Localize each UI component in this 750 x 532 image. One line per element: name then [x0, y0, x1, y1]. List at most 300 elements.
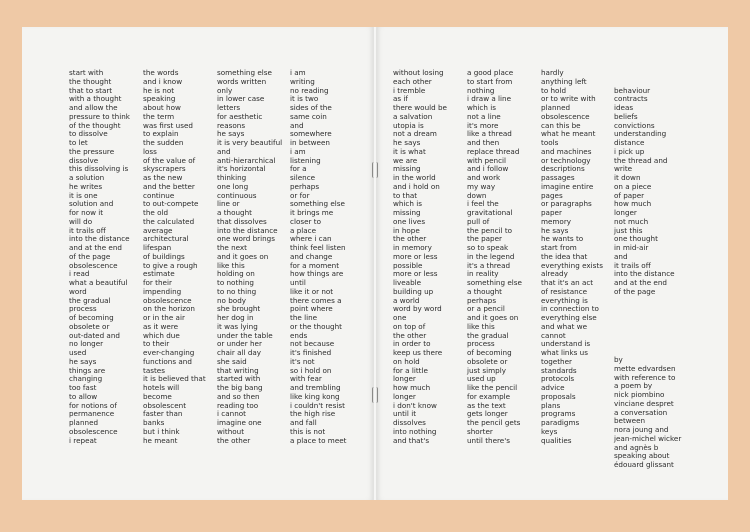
text-line: as the text — [467, 400, 506, 410]
text-line: somewhere — [290, 129, 332, 139]
text-line: or a pencil — [467, 304, 505, 314]
text-line: paradigms — [541, 418, 580, 427]
text-line: no longer — [69, 339, 104, 349]
text-line: more or less — [393, 251, 438, 261]
text-line: i tremble — [393, 85, 426, 95]
text-line: banks — [143, 418, 165, 427]
text-line: longer — [393, 391, 416, 401]
text-line: letters — [217, 103, 241, 112]
text-line: and i know — [143, 76, 183, 86]
text-column-6 — [467, 69, 522, 445]
text-line: it's a thread — [467, 260, 511, 270]
text-line: on top of — [393, 321, 426, 331]
text-line: convictions — [614, 120, 655, 130]
text-line: to their — [143, 339, 170, 349]
text-line: into the distance — [614, 269, 675, 279]
text-line: obsolete or — [69, 321, 110, 331]
text-line: on the horizon — [143, 304, 195, 314]
text-line: and at the end — [614, 278, 667, 287]
text-line: it is believed that — [143, 374, 206, 384]
text-line: one word brings — [217, 234, 275, 244]
text-line: was first used — [143, 120, 193, 130]
text-column-3 — [217, 69, 282, 445]
text-line: pages — [541, 190, 563, 200]
text-line: think feel listen — [290, 243, 346, 252]
text-line: so to speak — [467, 243, 509, 252]
text-line: there would be — [393, 103, 447, 112]
text-line: in memory — [393, 243, 432, 252]
text-line: programs — [541, 409, 576, 419]
text-line: what a beautiful — [69, 278, 128, 287]
text-line: used up — [467, 374, 496, 384]
text-line: no body — [217, 295, 247, 305]
staple-bottom — [372, 387, 378, 403]
text-line: i draw a line — [467, 94, 512, 104]
text-line: i couldn't resist — [290, 400, 345, 410]
text-line: so i hold on — [290, 365, 332, 375]
text-line: a place to meet — [290, 435, 347, 445]
text-line: and that's — [393, 435, 430, 445]
text-line: i read — [69, 269, 90, 279]
text-line: and work — [467, 173, 501, 182]
text-line: average — [143, 225, 173, 235]
text-line: for now it — [69, 208, 104, 217]
text-line: until — [290, 278, 306, 287]
text-line: in lower case — [217, 94, 265, 104]
text-line: to hold — [541, 85, 567, 95]
text-line: that to start — [69, 85, 113, 95]
text-line: until there's — [467, 435, 510, 445]
text-line: what he meant — [541, 129, 596, 139]
text-line: with fear — [290, 374, 322, 384]
text-line: of the page — [614, 286, 656, 296]
text-line: can this be — [541, 120, 581, 130]
text-line: passages — [541, 173, 575, 182]
text-line: word by word — [393, 304, 442, 314]
text-line: and so then — [217, 391, 260, 401]
text-line: like this — [217, 260, 245, 270]
text-line: permanence — [69, 409, 115, 419]
text-line: it is what — [393, 146, 426, 156]
text-line: or under her — [217, 339, 262, 349]
credit-line: with reference to — [614, 372, 676, 382]
text-line: obsolescence — [541, 111, 590, 121]
text-line: it's horizontal — [217, 164, 266, 174]
text-line: nothing — [467, 85, 495, 95]
text-line: silence — [290, 173, 316, 182]
text-line: writing — [290, 76, 315, 86]
text-line: descriptions — [541, 164, 585, 174]
text-line: distance — [614, 138, 645, 147]
text-line: it trails off — [69, 225, 106, 235]
text-line: but i think — [143, 426, 180, 436]
text-line: to give a rough — [143, 260, 198, 270]
text-line: keys — [541, 426, 558, 436]
text-line: tools — [541, 138, 559, 147]
text-line: and allow the — [69, 103, 118, 112]
text-line: which is — [467, 103, 496, 112]
text-line: a place — [290, 225, 317, 235]
text-line: and it goes on — [217, 251, 269, 261]
text-line: with a thought — [69, 94, 122, 104]
text-line: just this — [614, 225, 643, 235]
text-line: closer to — [290, 216, 321, 226]
credit-line: nick piombino — [614, 390, 665, 399]
text-line: gravitational — [467, 208, 513, 217]
text-line: to out-compete — [143, 199, 199, 209]
text-line: each other — [393, 76, 432, 86]
text-line: proposals — [541, 391, 576, 401]
text-line: like the pencil — [467, 383, 518, 392]
staple-top — [372, 162, 378, 178]
text-line: paper — [541, 208, 562, 217]
text-line: her dog in — [217, 313, 254, 322]
text-line: obsolescence — [69, 260, 118, 270]
text-line: anti-hierarchical — [217, 155, 276, 165]
text-line: thinking — [217, 173, 247, 182]
text-line: he says — [393, 138, 421, 147]
text-line: not a dream — [393, 129, 437, 139]
text-line: not much — [614, 216, 649, 226]
text-line: it is one — [69, 190, 98, 200]
text-line: lifespan — [143, 243, 172, 252]
text-line: write — [614, 164, 633, 174]
text-line: the next — [217, 243, 248, 252]
text-line: down — [467, 190, 487, 200]
text-line: or for — [290, 190, 310, 200]
text-line: changing — [69, 374, 103, 384]
text-line: shorter — [467, 426, 493, 436]
text-column-4 — [290, 69, 346, 445]
text-line: where i can — [290, 234, 332, 244]
booklet-spread — [22, 27, 728, 500]
text-line: qualities — [541, 435, 572, 445]
text-line: continue — [143, 190, 175, 200]
text-line: pressure to think — [69, 111, 130, 121]
text-line: this dissolving is — [69, 164, 129, 174]
text-line: one thought — [614, 234, 658, 244]
text-line: become — [143, 391, 172, 401]
text-line: imagine entire — [541, 181, 594, 191]
text-line: he meant — [143, 435, 178, 445]
text-line: more or less — [393, 269, 438, 279]
text-line: to let — [69, 138, 88, 147]
text-line: obsolescent — [143, 400, 187, 410]
text-line: to that — [393, 190, 418, 200]
text-line: holding on — [217, 269, 255, 279]
text-line: of buildings — [143, 251, 185, 261]
text-column-7 — [541, 69, 603, 445]
text-line: understand is — [541, 339, 591, 349]
text-line: advice — [541, 383, 565, 392]
credit-line: speaking about — [614, 451, 670, 461]
text-line: estimate — [143, 269, 175, 279]
text-line: liveable — [393, 278, 422, 287]
text-line: dissolves — [393, 418, 426, 427]
text-line: of the value of — [143, 155, 196, 165]
text-line: missing — [393, 164, 421, 174]
text-line: of becoming — [69, 313, 114, 322]
text-line: faster than — [143, 409, 183, 419]
text-line: on hold — [393, 356, 420, 366]
text-line: ever-changing — [143, 348, 195, 357]
text-line: utopia is — [393, 120, 424, 130]
text-column-8 — [614, 69, 675, 297]
text-line: under the table — [217, 330, 273, 340]
credit-line: mette edvardsen — [614, 363, 676, 373]
text-line: like king kong — [290, 391, 340, 401]
text-line: the gradual — [467, 330, 509, 340]
text-line: it was lying — [217, 321, 258, 331]
text-line: longer — [614, 208, 637, 217]
text-line: of resistance — [541, 286, 588, 296]
text-line: cannot — [541, 330, 566, 340]
text-line: the pencil to — [467, 225, 513, 235]
text-line: and i hold on — [393, 181, 440, 191]
text-line: one long — [217, 181, 249, 191]
text-line: not because — [290, 339, 335, 349]
text-line: i repeat — [69, 435, 97, 445]
text-line: it down — [614, 173, 641, 182]
text-line: same coin — [290, 111, 327, 121]
text-line: of becoming — [467, 348, 512, 357]
text-line: ends — [290, 330, 308, 340]
text-line: start with — [69, 68, 104, 77]
text-line: and fall — [290, 418, 317, 427]
text-line: or to write with — [541, 94, 596, 104]
text-line: imagine one — [217, 418, 262, 427]
text-line: he is not — [143, 85, 175, 95]
text-line: which is — [393, 199, 422, 209]
text-line: already — [541, 269, 568, 279]
text-line: like it or not — [290, 286, 334, 296]
text-line: into nothing — [393, 426, 437, 436]
text-line: the thread and — [614, 155, 668, 165]
text-line: to start from — [467, 76, 513, 86]
text-line: the pressure — [69, 146, 115, 156]
text-line: the words — [143, 68, 179, 77]
text-line: something else — [467, 278, 522, 287]
text-line: perhaps — [467, 295, 497, 305]
text-line: without losing — [393, 68, 444, 77]
text-line: the line — [290, 313, 318, 322]
text-line: one lives — [393, 216, 426, 226]
text-line: or paragraphs — [541, 199, 592, 209]
text-line: a solution — [69, 173, 105, 182]
text-line: he wants to — [541, 234, 584, 244]
text-line: he says — [69, 356, 97, 366]
text-line: of the thought — [69, 120, 121, 130]
text-line: or technology — [541, 155, 591, 165]
text-line: obsolescence — [69, 426, 118, 436]
text-line: and machines — [541, 146, 592, 156]
text-line: and — [614, 251, 628, 261]
credit-line: jean-michel wicker — [614, 433, 682, 443]
text-line: for a moment — [290, 260, 340, 270]
text-line: start from — [541, 243, 577, 252]
text-line: it trails off — [614, 260, 651, 270]
text-line: without — [217, 426, 245, 436]
text-line: to dissolve — [69, 129, 108, 139]
text-line: understanding — [614, 129, 667, 139]
text-line: or the thought — [290, 321, 342, 331]
text-line: this is not — [290, 426, 326, 436]
text-line: he writes — [69, 181, 103, 191]
text-line: to allow — [69, 391, 98, 401]
text-line: contracts — [614, 94, 648, 104]
text-column-1 — [69, 69, 130, 445]
text-line: and i follow — [467, 164, 509, 174]
text-line: hardly — [541, 68, 564, 77]
text-line: dissolve — [69, 155, 99, 165]
text-line: as the new — [143, 173, 183, 182]
credit-line: édouard glissant — [614, 460, 674, 469]
text-line: obsolete or — [467, 356, 508, 366]
text-line: longer — [393, 374, 416, 384]
text-line: like this — [467, 321, 495, 331]
text-line: no reading — [290, 85, 329, 95]
booklet-gutter — [373, 27, 377, 500]
text-line: word — [69, 286, 87, 296]
text-line: to explain — [143, 129, 179, 139]
text-line: used — [69, 348, 87, 357]
text-line: it brings me — [290, 208, 334, 217]
credit-line: and agnès b — [614, 442, 659, 452]
text-line: about how — [143, 103, 181, 112]
credit-line: a conversation — [614, 407, 668, 417]
text-line: together — [541, 356, 572, 366]
text-line: he says — [541, 225, 569, 235]
text-line: i am — [290, 68, 306, 77]
text-line: beliefs — [614, 111, 638, 121]
text-line: speaking — [143, 94, 176, 104]
text-line: a salvation — [393, 111, 433, 121]
text-line: and — [290, 120, 304, 130]
text-line: i don't know — [393, 400, 437, 410]
text-line: protocols — [541, 374, 575, 384]
text-line: loss — [143, 146, 157, 156]
text-line: the gradual — [69, 295, 111, 305]
text-line: that dissolves — [217, 216, 267, 226]
text-line: and it goes on — [467, 313, 519, 322]
text-line: memory — [541, 216, 572, 226]
text-column-5 — [393, 69, 447, 445]
text-line: and trembling — [290, 383, 341, 392]
text-line: and what we — [541, 321, 588, 331]
text-line: in order to — [393, 339, 431, 349]
credit-line: by — [614, 355, 623, 364]
text-line: the paper — [467, 234, 502, 244]
text-line: everything else — [541, 313, 597, 322]
text-line: on a piece — [614, 181, 652, 191]
text-line: things are — [69, 365, 106, 375]
text-line: behaviour — [614, 85, 651, 95]
text-line: missing — [393, 208, 421, 217]
text-line: process — [69, 304, 97, 314]
text-line: not a line — [467, 111, 501, 121]
text-line: for their — [143, 278, 172, 287]
text-line: how much — [614, 199, 652, 209]
text-line: building up — [393, 286, 434, 296]
text-line: the other — [217, 435, 251, 445]
text-line: obsolescence — [143, 295, 192, 305]
text-line: as if — [393, 94, 408, 104]
text-line: process — [467, 339, 495, 349]
text-line: sides of the — [290, 103, 332, 112]
text-line: a good place — [467, 68, 514, 77]
text-line: everything exists — [541, 260, 603, 270]
text-line: line or — [217, 199, 240, 209]
text-line: that writing — [217, 365, 259, 375]
text-line: plans — [541, 400, 561, 410]
text-line: she said — [217, 356, 247, 366]
text-line: just simply — [467, 365, 506, 375]
text-line: replace thread — [467, 146, 520, 156]
text-line: pull of — [467, 216, 490, 226]
text-line: and then — [467, 138, 500, 147]
text-line: for notions of — [69, 400, 117, 410]
text-line: reading too — [217, 400, 259, 410]
text-line: the pencil gets — [467, 418, 521, 427]
text-line: started with — [217, 374, 261, 384]
text-line: in mid-air — [614, 243, 649, 252]
text-line: something else — [217, 68, 272, 77]
text-line: or in the air — [143, 313, 185, 322]
text-line: something else — [290, 199, 345, 209]
text-line: a thought — [217, 208, 252, 217]
text-line: anything left — [541, 76, 587, 86]
text-line: for example — [467, 391, 511, 401]
text-column-2 — [143, 69, 206, 445]
text-line: that it's an act — [541, 278, 594, 287]
text-line: into the distance — [217, 225, 278, 235]
text-line: as it were — [143, 321, 179, 331]
text-line: the other — [393, 330, 427, 340]
text-line: it's finished — [290, 348, 332, 357]
text-line: into the distance — [69, 234, 130, 244]
text-line: the high rise — [290, 409, 336, 419]
text-line: for aesthetic — [217, 111, 263, 121]
text-line: skyscrapers — [143, 164, 186, 174]
text-line: i cannot — [217, 409, 246, 419]
text-line: solution and — [69, 199, 114, 209]
text-line: i pick up — [614, 146, 645, 156]
text-line: it's not — [290, 356, 315, 366]
text-line: the idea that — [541, 251, 588, 261]
text-line: it is two — [290, 94, 319, 104]
credit-line: nora joung and — [614, 425, 669, 434]
text-line: keep us there — [393, 348, 443, 357]
text-line: with pencil — [467, 155, 507, 165]
text-line: and at the end — [69, 243, 122, 252]
text-line: the other — [393, 234, 427, 244]
text-line: in hope — [393, 225, 420, 235]
text-line: in the legend — [467, 251, 515, 261]
text-line: the thought — [69, 76, 112, 86]
text-line: architectural — [143, 234, 189, 244]
text-line: in reality — [467, 269, 499, 279]
text-line: for a — [290, 164, 307, 174]
text-line: too fast — [69, 383, 97, 392]
credit-line: between — [614, 416, 646, 426]
text-line: point where — [290, 304, 333, 314]
text-line: which due — [143, 330, 180, 340]
text-line: how much — [393, 383, 431, 392]
text-line: reasons — [217, 120, 246, 130]
text-line: functions and — [143, 356, 192, 366]
text-line: what links us — [541, 348, 588, 357]
text-line: gets longer — [467, 409, 508, 419]
